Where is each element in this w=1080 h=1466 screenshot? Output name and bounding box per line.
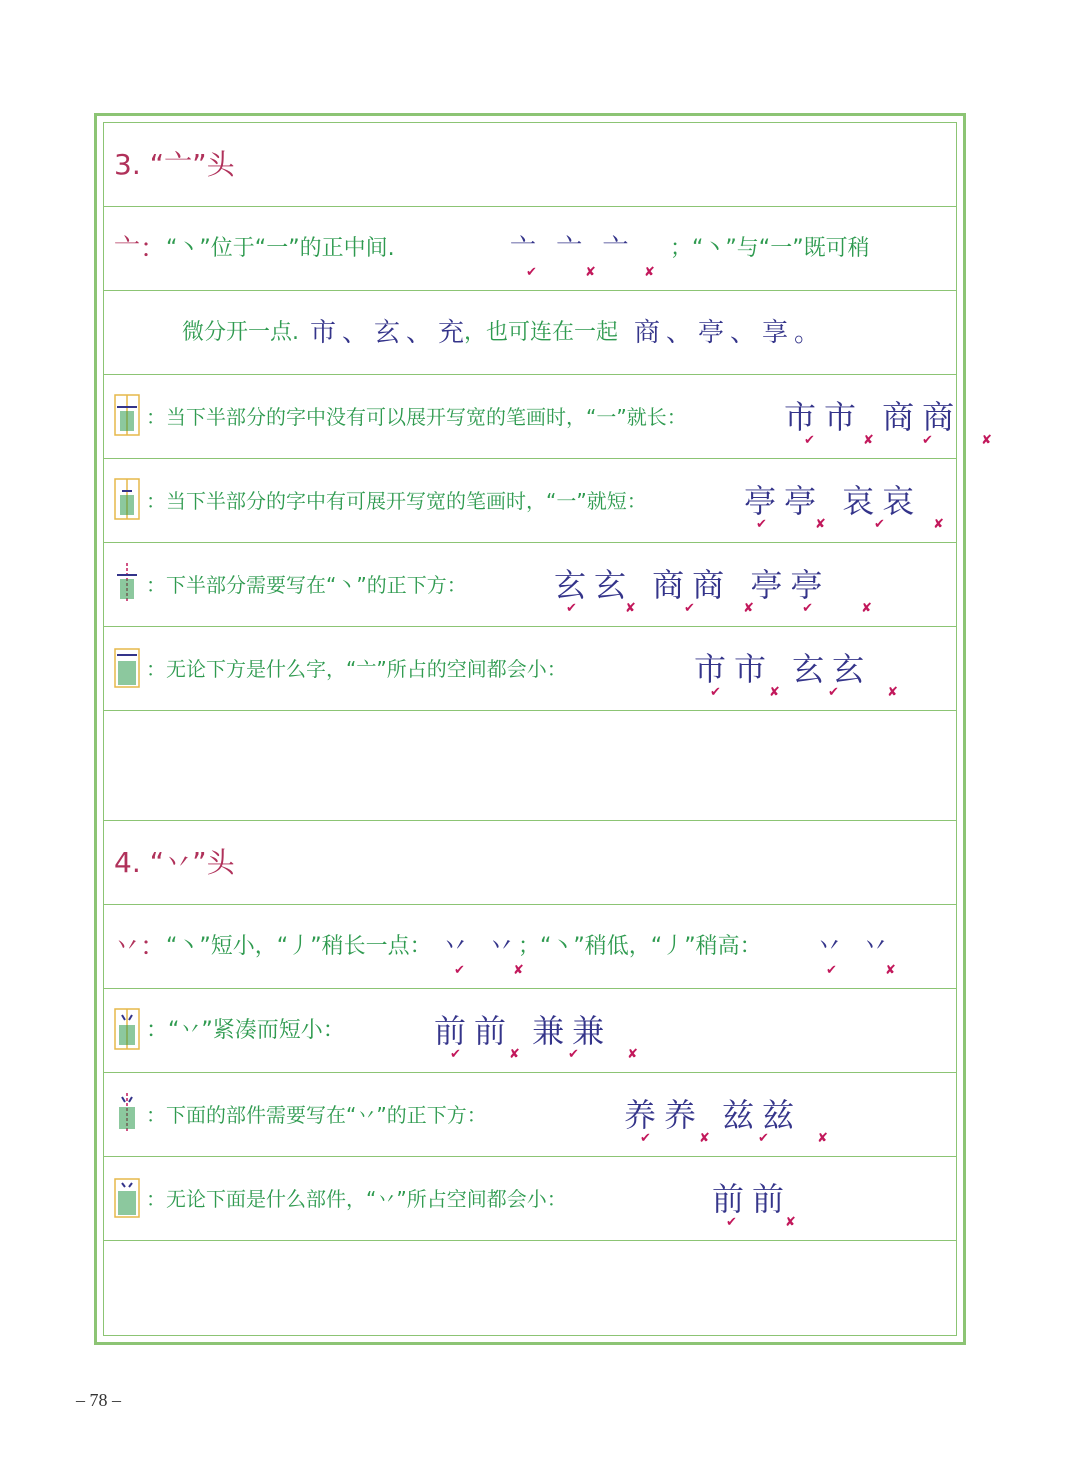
structure-diagram-icon: [114, 393, 140, 437]
rule-text: ：无论下面是什么部件，“丷”所占空间都会小：: [146, 1187, 567, 1211]
check-marks: ✔ ✘ ✔ ✘: [640, 1131, 850, 1146]
example-chars: 前前 兼兼: [434, 1012, 613, 1050]
structure-diagram-icon: [114, 645, 140, 689]
rule-text: ：无论下方是什么字，“亠”所占的空间都会小：: [146, 657, 567, 681]
note-text: “丶”位于“一”的正中间.: [166, 236, 395, 261]
section3-line1: [104, 207, 956, 291]
structure-diagram-icon: [114, 1091, 140, 1135]
section3-heading-row: [104, 123, 956, 207]
structure-diagram-icon: [114, 477, 140, 521]
structure-diagram-icon: [114, 561, 140, 605]
check-marks: ✔ ✘: [454, 963, 546, 978]
ruled-grid: [103, 122, 1014, 1336]
example-chars: 市市 玄玄: [694, 650, 873, 688]
section4-line1: [104, 905, 956, 989]
structure-diagram-icon: [114, 1007, 140, 1051]
section3-rule1: [104, 375, 1014, 459]
example-chars: 玄玄 商商 亭亭: [554, 566, 831, 604]
check-marks: ✔ ✘ ✘: [526, 265, 677, 280]
rule-text: ：下半部分需要写在“丶”的正下方：: [146, 573, 467, 597]
section4-heading-row: [104, 821, 956, 905]
check-marks: ✔ ✘ ✔ ✘: [710, 685, 920, 700]
section4-rule1: [104, 989, 956, 1073]
blank-row: [104, 711, 956, 821]
check-marks: ✔ ✘: [826, 963, 918, 978]
example-chars: 市、玄、充: [310, 318, 471, 348]
note-text: ；“丶”与“一”既可稍: [670, 236, 870, 261]
stroke-examples: 丷 丷: [816, 932, 895, 962]
blank-row: [104, 1241, 956, 1337]
note-text: ，也可连在一起: [464, 320, 619, 345]
structure-diagram-icon: [114, 1175, 140, 1219]
radical-key: 丷：: [114, 932, 167, 962]
example-chars: 前前: [712, 1180, 793, 1218]
check-marks: ✔ ✘ ✔ ✘: [756, 517, 966, 532]
section3-line2: [104, 291, 956, 375]
check-marks: ✔ ✘ ✔ ✘ ✔ ✘: [566, 601, 895, 616]
rule-text: ：当下半部分的字中没有可以展开写宽的笔画时，“一”就长：: [146, 405, 687, 429]
example-chars: 市市 商商: [784, 398, 963, 436]
note-text: ；“丶”稍低，“丿”稍高：: [518, 934, 762, 959]
example-chars: 商、亭、享。: [634, 318, 827, 348]
rule-text: ：下面的部件需要写在“丷”的正下方：: [146, 1103, 487, 1127]
check-marks: ✔ ✘ ✔ ✘: [804, 433, 1014, 448]
note-text: 微分开一点.: [182, 320, 299, 345]
section4-heading: 4. “丷”头: [114, 846, 235, 879]
section4-rule2: [104, 1073, 956, 1157]
example-chars: 养养 兹兹: [624, 1096, 803, 1134]
stroke-examples: 丷 丷: [442, 932, 521, 962]
stroke-examples: 亠 亠 亠: [510, 234, 635, 264]
radical-key: 亠：: [114, 234, 167, 264]
check-marks: ✔ ✘: [726, 1215, 818, 1230]
section4-rule3: [104, 1157, 956, 1241]
note-text: “丶”短小，“丿”稍长一点：: [166, 934, 432, 959]
section3-rule2: [104, 459, 966, 543]
section3-rule3: [104, 543, 956, 627]
example-chars: 亭亭 哀哀: [744, 482, 923, 520]
rule-text: ：“丷”紧凑而短小：: [146, 1018, 345, 1043]
section3-rule4: [104, 627, 956, 711]
page-number: – 78 –: [76, 1390, 121, 1410]
practice-sheet-frame: [94, 113, 1014, 1345]
check-marks: ✔ ✘ ✔ ✘: [450, 1047, 660, 1062]
section3-heading: 3. “亠”头: [114, 148, 235, 181]
rule-text: ：当下半部分的字中有可展开写宽的笔画时，“一”就短：: [146, 489, 647, 513]
